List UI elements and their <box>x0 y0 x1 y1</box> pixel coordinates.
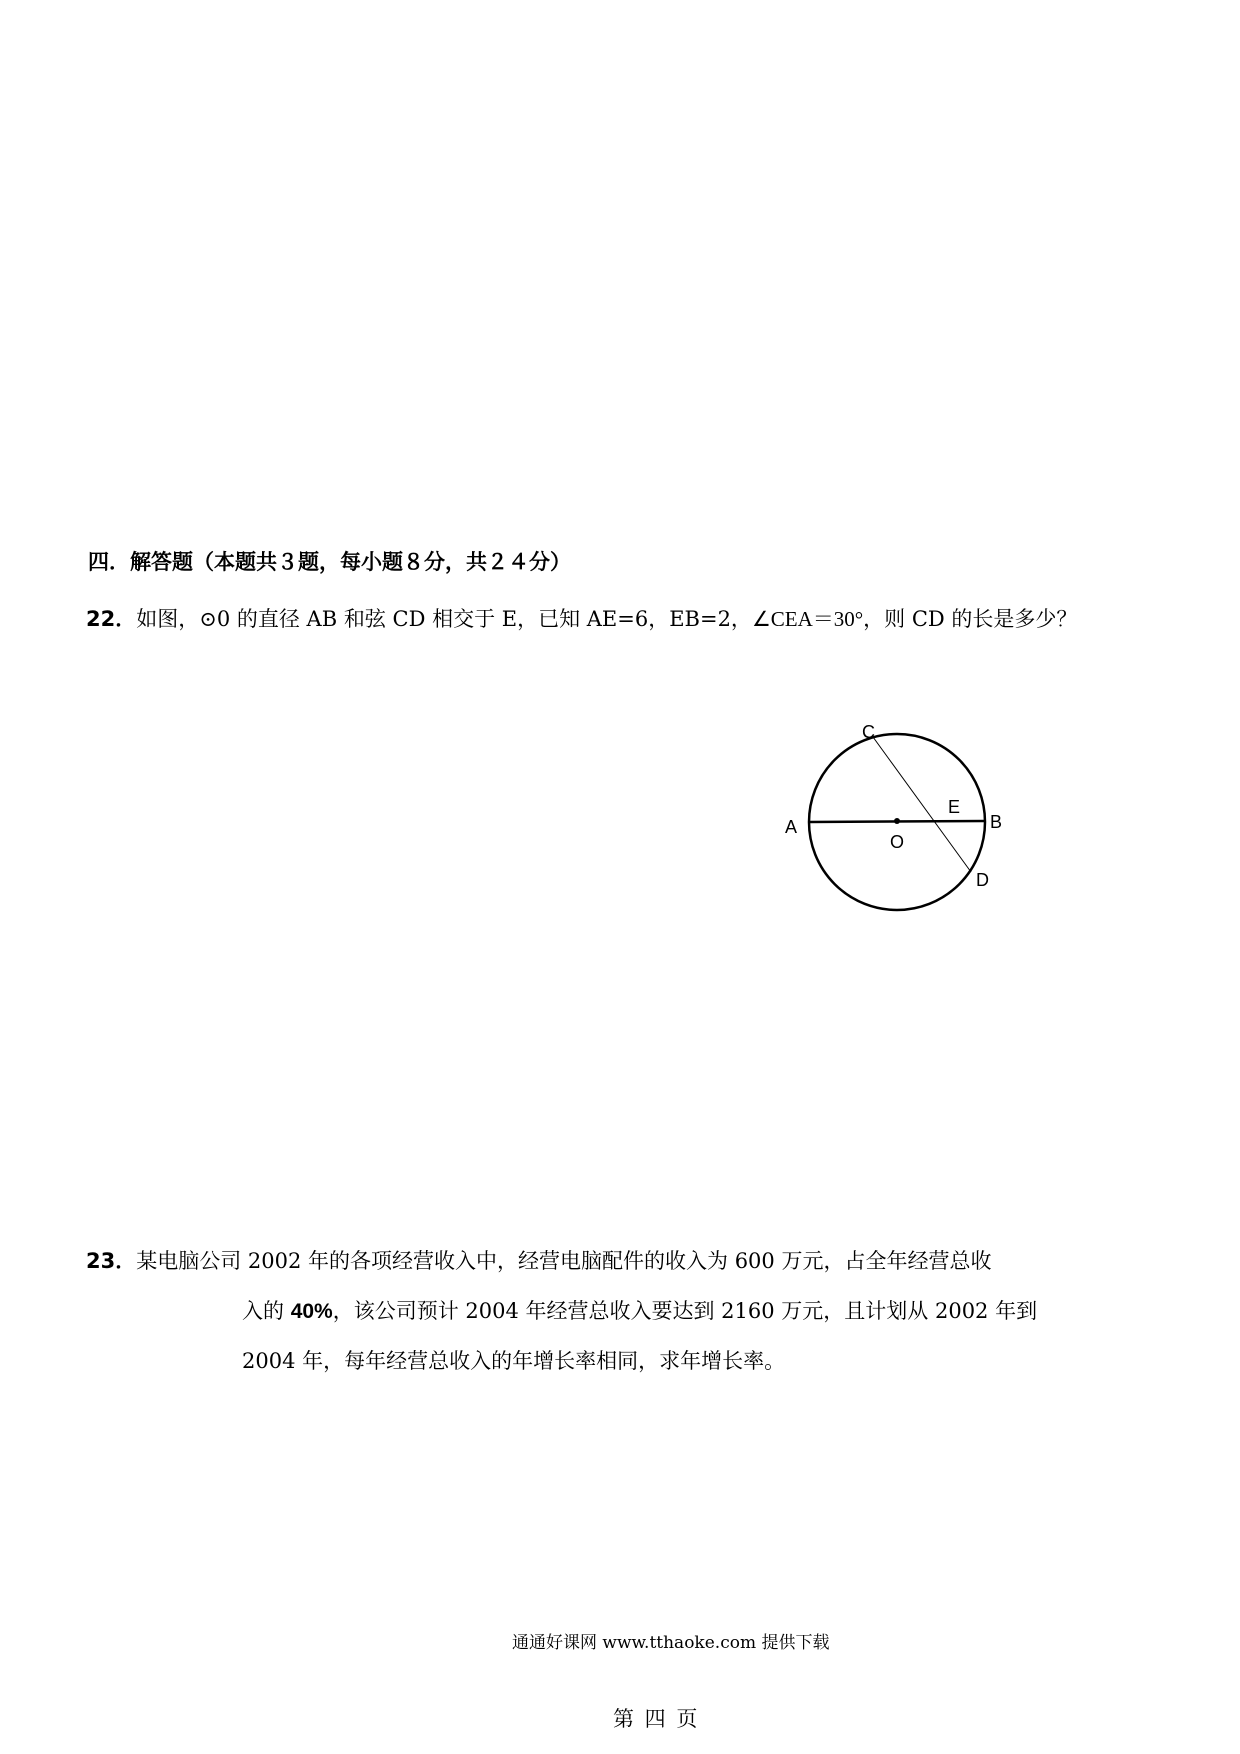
question-22-text-a: 如图， <box>136 607 200 631</box>
question-23-percent: 40% <box>290 1300 333 1323</box>
footer-site-text: 通通好课网 www.tthaoke.com 提供下载 <box>512 1633 830 1653</box>
section-heading: 四．解答题（本题共３题，每小题８分，共２４分） <box>88 550 571 574</box>
question-23-text-line-1: 某电脑公司 2002 年的各项经营收入中，经营电脑配件的收入为 600 万元，占全年经营总收 <box>136 1249 992 1273</box>
question-22-text-b: 0 的直径 AB 和弦 CD 相交于 E，已知 AE=6，EB=2， <box>216 607 752 631</box>
question-23-text-line-2b: ，该公司预计 2004 年经营总收入要达到 2160 万元，且计划从 2002 年到 <box>332 1299 1038 1323</box>
label-o: O <box>890 832 905 852</box>
circle-dot-icon: ⊙ <box>199 607 217 631</box>
label-a: A <box>785 817 798 837</box>
label-e: E <box>948 797 961 817</box>
question-23-number: 23． <box>86 1249 137 1273</box>
question-23-line-2 <box>242 1295 1037 1325</box>
label-b: B <box>990 812 1003 832</box>
question-23-line-3: 2004 年，每年经营总收入的年增长率相同，求年增长率。 <box>242 1349 786 1373</box>
circle-figure <box>780 720 1020 920</box>
question-22-text-c: ，则 CD 的长是多少？ <box>863 607 1078 631</box>
angle-expression: ∠CEA＝30° <box>751 607 864 631</box>
question-22 <box>86 603 1077 633</box>
question-23-line-1 <box>86 1245 991 1275</box>
center-point <box>894 818 900 824</box>
label-c: C <box>862 722 875 742</box>
page-number: 第 四 页 <box>613 1707 700 1731</box>
label-d: D <box>976 870 989 890</box>
question-23-text-line-2a: 入的 <box>242 1299 291 1323</box>
question-22-number: 22． <box>86 607 137 631</box>
